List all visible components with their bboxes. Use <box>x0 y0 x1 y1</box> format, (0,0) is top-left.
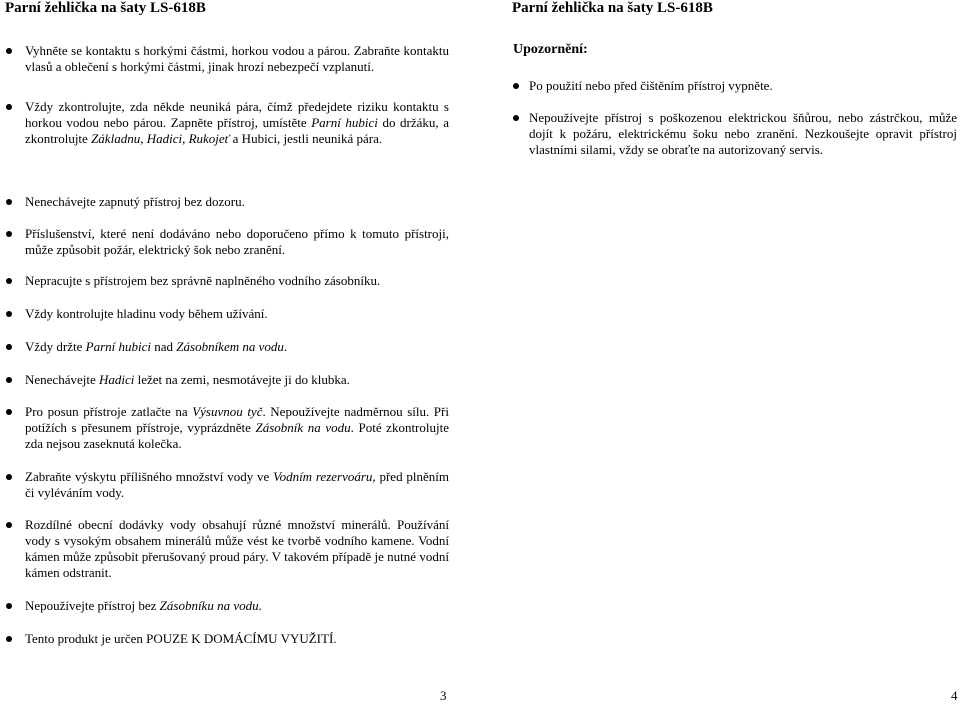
list-item-text: Vždy kontrolujte hladinu vody během užívání. <box>25 306 268 321</box>
list-item-text: Zabraňte výskytu přílišného množství vody ve Vodním rezervoáru, před plněním či vyléváním vody. <box>25 469 449 500</box>
bullet-icon <box>6 278 12 284</box>
bullet-icon <box>6 377 12 383</box>
list-item-text: Vždy zkontrolujte, zda někde neuniká pára, čímž předejdete riziku kontaktu s horkou vodou nebo párou. Zapněte přístroj, umístěte Parní hubici do držáku, a zkontrolujte Základnu, Hadici, Rukojeť a Hubici, jestli neuniká pára. <box>25 99 449 146</box>
bullet-icon <box>6 636 12 642</box>
page-header-left: Parní žehlička na šaty LS-618B <box>5 0 206 16</box>
bullet-icon <box>6 409 12 415</box>
bullet-icon <box>6 48 12 54</box>
list-item-text: Nepoužívejte přístroj s poškozenou elektrickou šňůrou, nebo zástrčkou, může dojít k požáru, elektrickému šoku nebo zranění. Nezkoušejte opravit přístroj vlastními silami, vždy se obraťte na autorizovaný servis. <box>529 110 957 157</box>
list-item-text: Po použití nebo před čištěním přístroj vypněte. <box>529 78 773 93</box>
page-number-right: 4 <box>951 688 958 703</box>
bullet-icon <box>513 83 519 89</box>
list-item-text: Pro posun přístroje zatlačte na Výsuvnou tyč. Nepoužívejte nadměrnou sílu. Při potížích s přesunem přístroje, vyprázdněte Zásobník na vodu. Poté zkontrolujte zda nejsou zaseknutá kolečka. <box>25 404 449 451</box>
bullet-icon <box>6 522 12 528</box>
list-item-text: Nenechávejte Hadici ležet na zemi, nesmotávejte ji do klubka. <box>25 372 350 387</box>
bullet-icon <box>6 231 12 237</box>
bullet-icon <box>513 115 519 121</box>
bullet-icon <box>6 104 12 110</box>
bullet-icon <box>6 474 12 480</box>
list-item-text: Nepoužívejte přístroj bez Zásobníku na vodu. <box>25 598 262 613</box>
bullet-icon <box>6 603 12 609</box>
bullet-icon <box>6 199 12 205</box>
list-item-text: Nepracujte s přístrojem bez správně naplněného vodního zásobníku. <box>25 273 381 288</box>
list-item-text: Rozdílné obecní dodávky vody obsahují různé množství minerálů. Používání vody s vysokým obsahem minerálů může vést ke tvorbě vodního kamene. Vodní kámen může způsobit přerušovaný proud páry. V takovém případě je nutné vodní kámen odstranit. <box>25 517 449 580</box>
page-header-right: Parní žehlička na šaty LS-618B <box>512 0 713 16</box>
list-item-text: Vyhněte se kontaktu s horkými částmi, horkou vodou a párou. Zabraňte kontaktu vlasů a oblečení s horkými částmi, jinak hrozí nebezpečí vzplanutí. <box>25 43 449 74</box>
list-item-text: Příslušenství, které není dodáváno nebo doporučeno přímo k tomuto přístroji, může způsobit požár, elektrický šok nebo zranění. <box>25 226 449 257</box>
list-item-text: Nenechávejte zapnutý přístroj bez dozoru. <box>25 194 245 209</box>
list-item-text: Vždy držte Parní hubici nad Zásobníkem na vodu. <box>25 339 288 354</box>
warning-heading: Upozornění: <box>513 42 588 57</box>
bullet-icon <box>6 311 12 317</box>
bullet-icon <box>6 344 12 350</box>
page-number-left: 3 <box>440 688 447 703</box>
list-item-text: Tento produkt je určen POUZE K DOMÁCÍMU VYUŽITÍ. <box>25 631 337 646</box>
